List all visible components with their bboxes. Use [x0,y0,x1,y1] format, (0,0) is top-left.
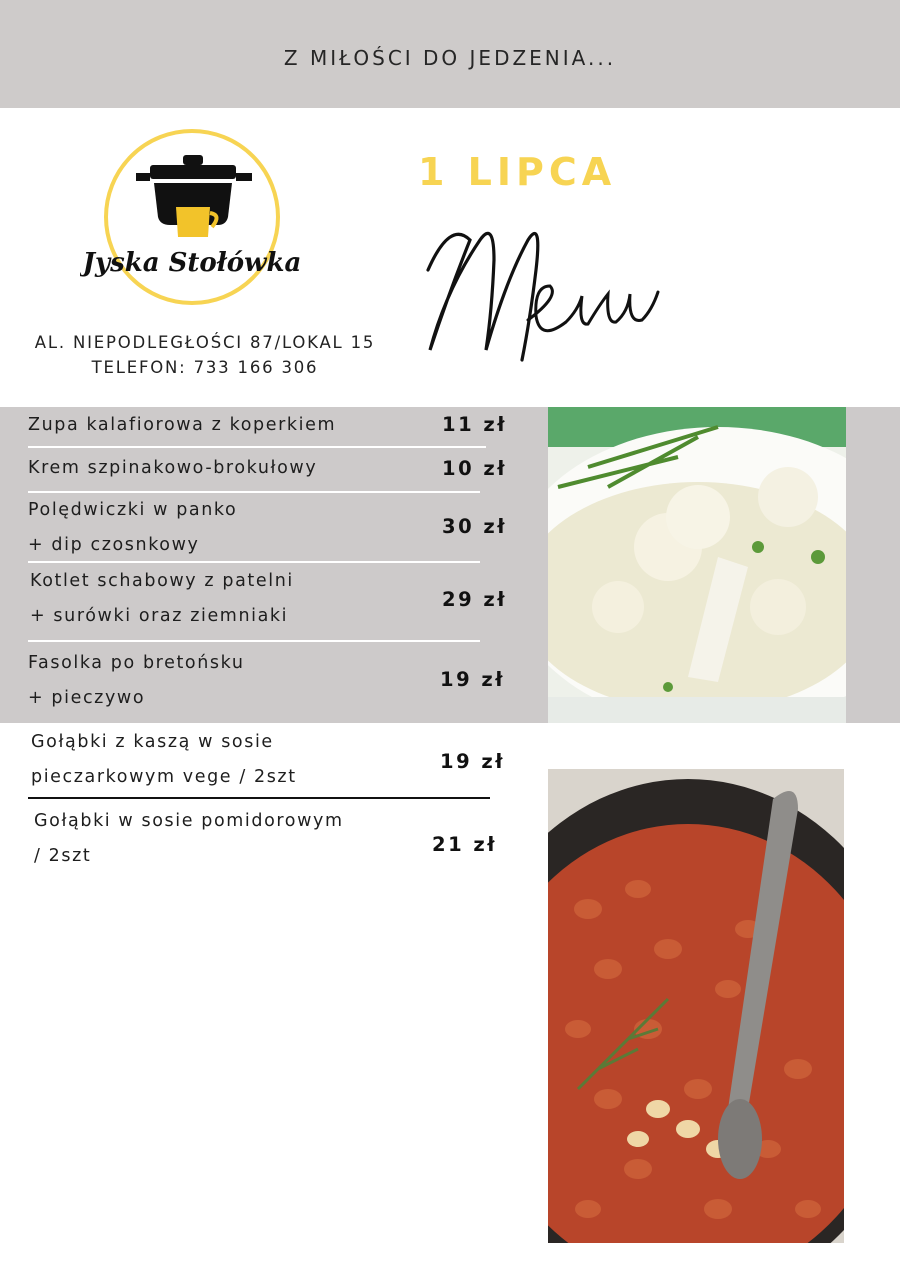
menu-item-2-price: 10 zł [442,457,508,480]
menu-item-1-name: Zupa kalafiorowa z koperkiem [28,415,337,435]
logo-text: Jyska Stołówka [82,248,302,278]
menu-item-7-detail: / 2szt [34,846,92,866]
menu-script-title [410,200,680,380]
menu-item-3-detail: + dip czosnkowy [28,535,200,555]
menu-date: 1 LIPCA [418,150,617,194]
menu-item-1-price: 11 zł [442,413,508,436]
cauliflower-soup-photo [548,407,846,723]
phone-text: TELEFON: 733 166 306 [91,358,319,377]
menu-item-2-name: Krem szpinakowo-brokułowy [28,458,318,478]
contact-block [0,330,410,380]
divider [28,561,480,563]
divider [28,640,480,642]
address-text: AL. NIEPODLEGŁOŚCI 87/LOKAL 15 [34,333,376,352]
restaurant-logo [80,125,320,315]
divider [28,446,486,448]
menu-item-3-name: Polędwiczki w panko [28,500,238,520]
menu-item-5-name: Fasolka po bretońsku [28,653,245,673]
baked-beans-photo [548,769,844,1243]
menu-item-7-price: 21 zł [432,833,498,856]
menu-item-4-price: 29 zł [442,588,508,611]
divider [28,491,480,493]
menu-item-6-name: Gołąbki z kaszą w sosie [31,732,274,752]
menu-item-7-name: Gołąbki w sosie pomidorowym [34,811,344,831]
menu-item-4-detail: + surówki oraz ziemniaki [30,606,289,626]
menu-item-5-detail: + pieczywo [28,688,146,708]
menu-item-6-detail: pieczarkowym vege / 2szt [31,767,297,787]
menu-item-3-price: 30 zł [442,515,508,538]
menu-item-5-price: 19 zł [440,668,506,691]
menu-item-6-price: 19 zł [440,750,506,773]
tagline: Z MIŁOŚCI DO JEDZENIA... [283,46,617,70]
divider [28,797,490,799]
menu-item-4-name: Kotlet schabowy z patelni [30,571,294,591]
